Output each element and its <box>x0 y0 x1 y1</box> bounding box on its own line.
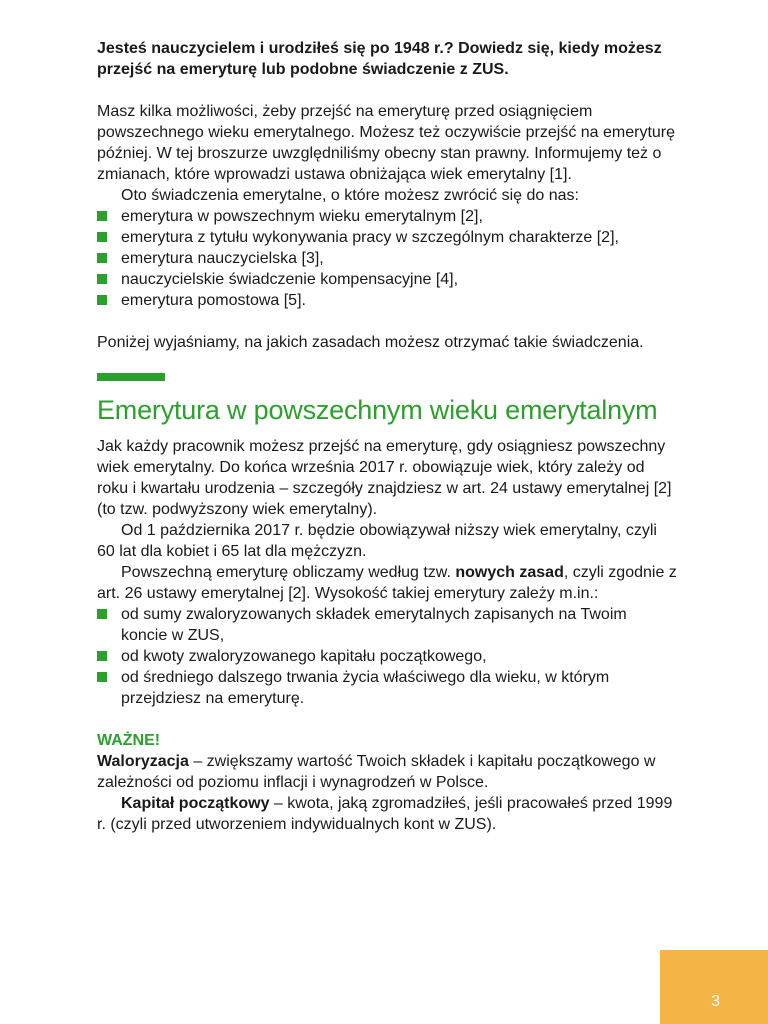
list-item: emerytura pomostowa [5]. <box>97 290 677 311</box>
bullet-square-icon <box>97 651 107 661</box>
bullet-square-icon <box>97 253 107 263</box>
intro-title: Jesteś nauczycielem i urodziłeś się po 1948 r.? Dowiedz się, kiedy możesz przejść na emeryturę lub podobne świadczenie z ZUS. <box>97 40 662 78</box>
pension-factors-list <box>97 604 677 709</box>
list-item: od średniego dalszego trwania życia właściwego dla wieku, w którym przejdziesz na emeryturę. <box>97 667 677 709</box>
bullet-square-icon <box>97 274 107 284</box>
bullet-square-icon <box>97 672 107 682</box>
section-heading: Emerytura w powszechnym wieku emerytalnym <box>97 395 658 425</box>
important-valorization: Waloryzacja – zwiększamy wartość Twoich składek i kapitału początkowego w zależności od poziomu inflacji i wynagrodzeń w Polsce. <box>97 753 656 791</box>
intro-paragraph: Masz kilka możliwości, żeby przejść na emeryturę przed osiągnięciem powszechnego wieku emerytalnego. Możesz też oczywiście przejść na emeryturę później. W tej broszurze uwzględniliśmy obecny stan prawny. Informujemy też o zmianach, które wprowadzi ustawa obniżająca wiek emerytalny [1]. <box>97 103 676 183</box>
benefits-list-intro: Oto świadczenia emerytalne, o które możesz zwrócić się do nas: <box>121 187 579 204</box>
section-paragraph-1: Jak każdy pracownik możesz przejść na emeryturę, gdy osiągniesz powszechny wiek emerytalny. Do końca września 2017 r. obowiązuje wiek, który zależy od roku i kwartału urodzenia – szczegóły znajdziesz w art. 24 ustawy emerytalnej [2] (to tzw. podwyższony wiek emerytalny). <box>97 438 672 518</box>
document-page <box>97 38 677 835</box>
list-item: nauczycielskie świadczenie kompensacyjne [4], <box>97 269 677 290</box>
benefits-list <box>97 206 677 311</box>
page-number: 3 <box>711 993 720 1010</box>
bullet-square-icon <box>97 211 107 221</box>
bullet-square-icon <box>97 295 107 305</box>
section-accent-bar <box>97 373 165 381</box>
list-item: emerytura nauczycielska [3], <box>97 248 677 269</box>
list-item: emerytura z tytułu wykonywania pracy w szczególnym charakterze [2], <box>97 227 677 248</box>
important-initial-capital: Kapitał początkowy – kwota, jaką zgromadziłeś, jeśli pracowałeś przed 1999 r. (czyli przed utworzeniem indywidualnych kont w ZUS). <box>97 795 673 833</box>
list-item: od sumy zwaloryzowanych składek emerytalnych zapisanych na Twoim koncie w ZUS, <box>97 604 677 646</box>
intro-closing: Poniżej wyjaśniamy, na jakich zasadach możesz otrzymać takie świadczenia. <box>97 334 644 351</box>
page-number-box <box>660 950 768 1024</box>
section-paragraph-3: Powszechną emeryturę obliczamy według tzw. nowych zasad, czyli zgodnie z art. 26 ustawy emerytalnej [2]. Wysokość takiej emerytury zależy m.in.: <box>97 564 677 602</box>
list-item: od kwoty zwaloryzowanego kapitału początkowego, <box>97 646 677 667</box>
bullet-square-icon <box>97 609 107 619</box>
list-item: emerytura w powszechnym wieku emerytalnym [2], <box>97 206 677 227</box>
section-paragraph-2: Od 1 października 2017 r. będzie obowiązywał niższy wiek emerytalny, czyli 60 lat dla kobiet i 65 lat dla mężczyzn. <box>97 522 657 560</box>
important-title: WAŻNE! <box>97 732 161 749</box>
bullet-square-icon <box>97 232 107 242</box>
